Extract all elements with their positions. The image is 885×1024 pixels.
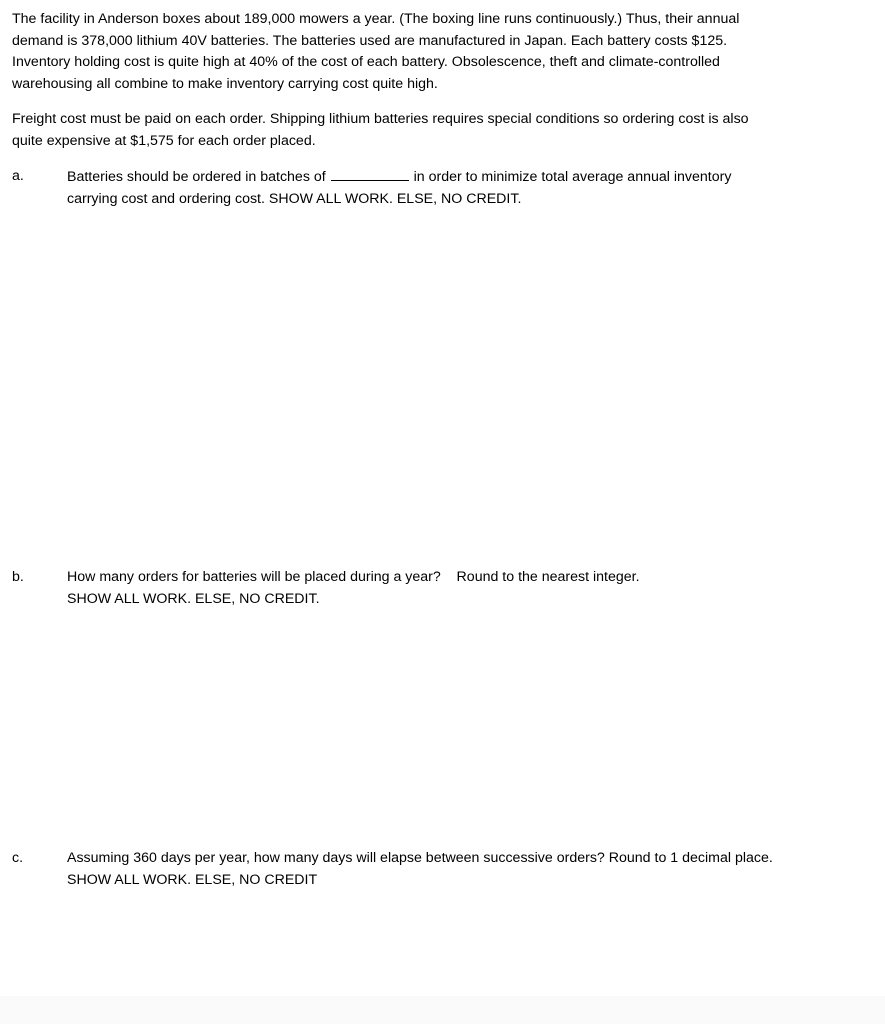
question-text: in order to minimize total average annual inventory: [413, 169, 732, 185]
question-text: Batteries should be ordered in batches of: [67, 169, 326, 185]
paragraph-line: Inventory holding cost is quite high at 40% of the cost of each battery. Obsolescence, theft and climate-controlled: [12, 54, 720, 71]
paragraph-line: demand is 378,000 lithium 40V batteries. The batteries used are manufactured in Japan. Each battery costs $125.: [12, 32, 728, 49]
question-marker: c.: [12, 850, 24, 866]
answer-blank: [331, 166, 409, 181]
question-marker: b.: [12, 569, 24, 585]
question-body: [67, 848, 842, 891]
paragraph-line: quite expensive at $1,575 for each order placed.: [12, 132, 316, 149]
intro-paragraph-2: [12, 109, 827, 152]
intro-paragraph-1: [12, 9, 827, 95]
question-line: [67, 166, 842, 189]
paragraph-line: The facility in Anderson boxes about 189,000 mowers a year. (The boxing line runs continuously.) Thus, their annual: [12, 11, 740, 27]
question-marker: a.: [12, 168, 24, 184]
question-line: Assuming 360 days per year, how many days will elapse between successive orders? Round to 1 decimal place.: [67, 850, 773, 866]
question-body: [67, 166, 842, 210]
question-body: [67, 567, 842, 610]
page-bottom-band: [0, 996, 885, 1024]
paragraph-line: warehousing all combine to make inventory carrying cost quite high.: [12, 75, 438, 92]
question-line: SHOW ALL WORK. ELSE, NO CREDIT: [67, 871, 318, 888]
question-line: carrying cost and ordering cost. SHOW ALL WORK. ELSE, NO CREDIT.: [67, 190, 522, 207]
paragraph-line: Freight cost must be paid on each order. Shipping lithium batteries requires special conditions so ordering cost is also: [12, 111, 749, 127]
question-line: How many orders for batteries will be placed during a year? Round to the nearest integer.: [67, 569, 640, 585]
question-line: SHOW ALL WORK. ELSE, NO CREDIT.: [67, 590, 320, 607]
